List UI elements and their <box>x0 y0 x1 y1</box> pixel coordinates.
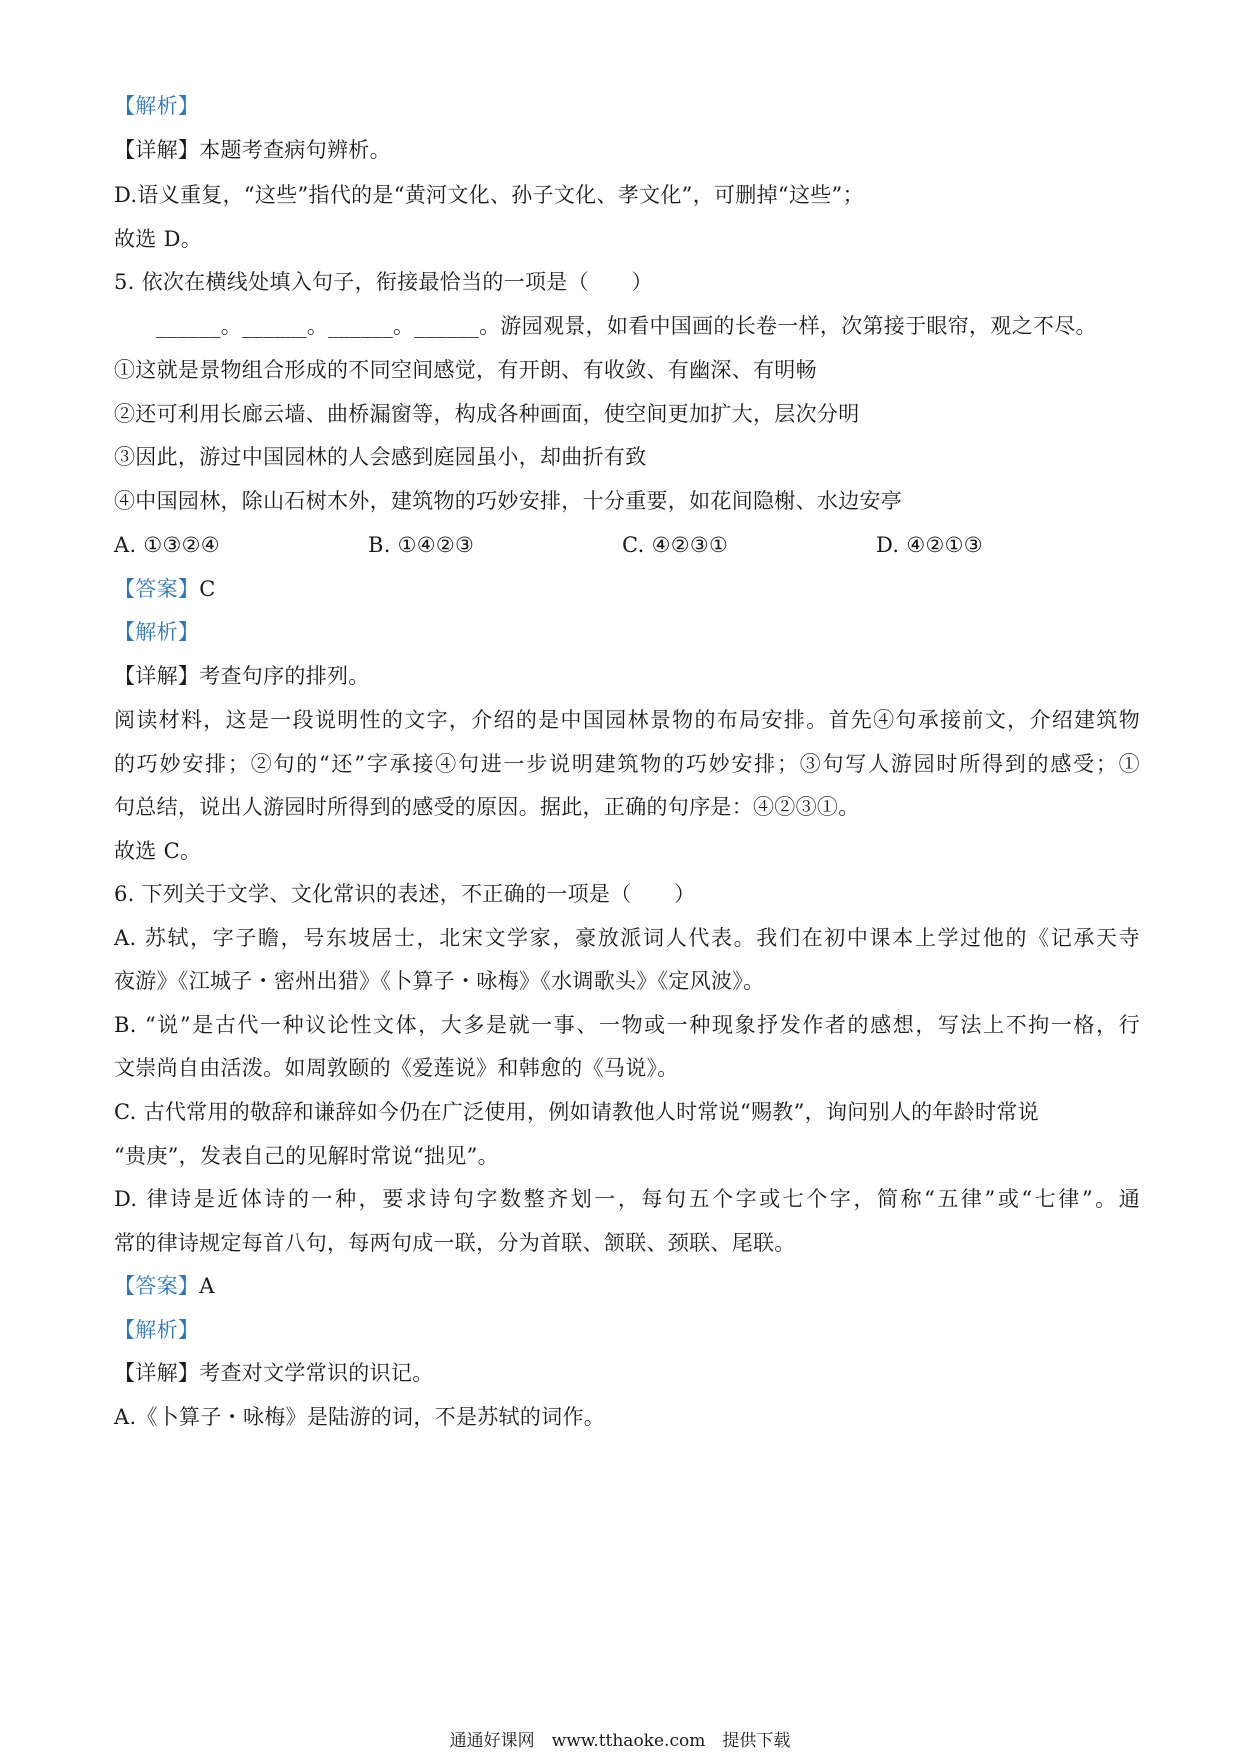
analysis-heading: 【解析】 <box>114 94 200 118</box>
sentence-option-2: ②还可利用长廊云墙、曲桥漏窗等，构成各种画面，使空间更加扩大，层次分明 <box>114 402 860 426</box>
text-line: 故选 D。 <box>114 227 203 251</box>
option-a: A. ①③②④ <box>114 533 220 557</box>
option-d: D. ④②①③ <box>876 533 983 557</box>
question-6-title: 6. 下列关于文学、文化常识的表述，不正确的一项是（ ） <box>114 882 696 906</box>
detail-line: 【详解】本题考查病句辨析。 <box>114 138 391 162</box>
detail-line: 【详解】考查句序的排列。 <box>114 664 370 688</box>
option-c: C. ④②③① <box>622 533 729 557</box>
q6-option-c-line: C. 古代常用的敬辞和谦辞如今仍在广泛使用，例如请教他人时常说“赐教”，询问别人的年龄时常说 <box>114 1100 1039 1124</box>
q6-option-b-line: B. “说”是古代一种议论性文体，大多是就一事、一物或一种现象抒发作者的感想，写法上不拘一格，行 <box>114 1013 1140 1037</box>
option-b: B. ①④②③ <box>368 533 475 557</box>
analysis-heading: 【解析】 <box>114 620 200 644</box>
explanation-line: 阅读材料，这是一段说明性的文字，介绍的是中国园林景物的布局安排。首先④句承接前文，介绍建筑物 <box>114 708 1140 732</box>
text-line: D.语义重复，“这些”指代的是“黄河文化、孙子文化、孝文化”，可删掉“这些”； <box>114 183 864 207</box>
q6-option-d-line: D. 律诗是近体诗的一种，要求诗句字数整齐划一，每句五个字或七个字，简称“五律”或“七律”。通 <box>114 1187 1140 1211</box>
q6-option-d-line: 常的律诗规定每首八句，每两句成一联，分为首联、颔联、颈联、尾联。 <box>114 1231 796 1255</box>
question-5-title: 5. 依次在横线处填入句子，衔接最恰当的一项是（ ） <box>114 270 653 294</box>
q6-option-b-line: 文崇尚自由活泼。如周敦颐的《爱莲说》和韩愈的《马说》。 <box>114 1056 679 1080</box>
sentence-option-3: ③因此，游过中国园林的人会感到庭园虽小，却曲折有致 <box>114 445 647 469</box>
q6-option-a-line: 夜游》《江城子・密州出猎》《卜算子・咏梅》《水调歌头》《定风波》。 <box>114 969 765 993</box>
question-5-answer: 【答案】C <box>114 577 216 601</box>
analysis-heading: 【解析】 <box>114 1318 200 1342</box>
q6-option-a-line: A. 苏轼，字子瞻，号东坡居士，北宋文学家，豪放派词人代表。我们在初中课本上学过他的《记承天寺 <box>114 926 1140 950</box>
sentence-option-1: ①这就是景物组合形成的不同空间感觉，有开朗、有收敛、有幽深、有明畅 <box>114 358 817 382</box>
question-6-answer: 【答案】A <box>114 1274 215 1298</box>
question-5-options <box>114 530 1140 560</box>
explanation-line: 句总结，说出人游园时所得到的感受的原因。据此，正确的句序是：④②③①。 <box>114 795 860 819</box>
page-footer: 通通好课网 www.tthaoke.com 提供下载 <box>449 1731 791 1751</box>
question-5-stem: ______。______。______。______。游园观景，如看中国画的长卷一样，次第接于眼帘，观之不尽。 <box>156 314 1097 338</box>
sentence-option-4: ④中国园林，除山石树木外，建筑物的巧妙安排，十分重要，如花间隐榭、水边安亭 <box>114 489 903 513</box>
explanation-line: A.《卜算子・咏梅》是陆游的词，不是苏轼的词作。 <box>114 1405 606 1429</box>
choose-line: 故选 C。 <box>114 839 202 863</box>
explanation-line: 的巧妙安排；②句的“还”字承接④句进一步说明建筑物的巧妙安排；③句写人游园时所得到的感受；① <box>114 752 1140 776</box>
detail-line: 【详解】考查对文学常识的识记。 <box>114 1361 434 1385</box>
q6-option-c-line: “贵庚”，发表自己的见解时常说“拙见”。 <box>114 1144 499 1168</box>
